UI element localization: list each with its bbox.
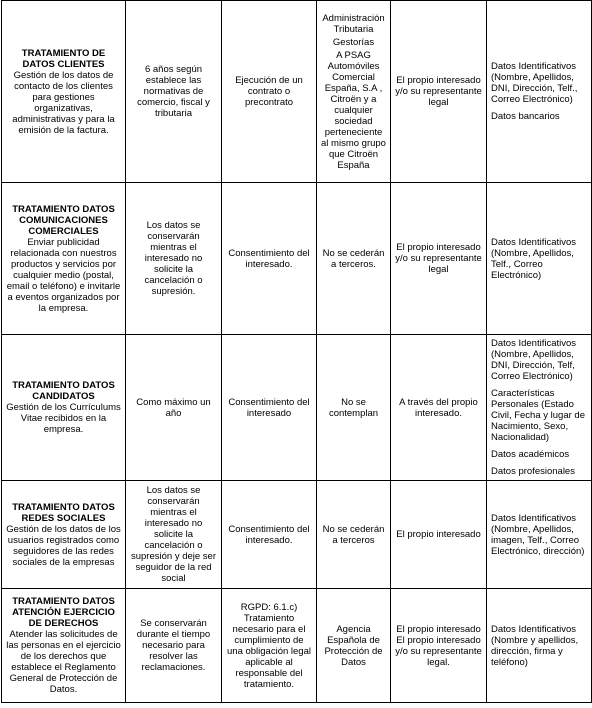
recipient-item: Gestorías [332,36,375,48]
recipients-cell [317,589,391,703]
data-categories-cell [487,589,592,703]
legal-basis-cell: Ejecución de un contrato o precontrato [222,1,317,183]
recipients-cell [317,481,391,589]
treatment-cell [2,589,126,703]
rights-holder-cell: El propio interesado y/o su representante legal [391,1,487,183]
recipient-item: A PSAG Automóviles Comercial España, S.A , Citroën y a cualquier sociedad perteneciente al mismo grupo que Citroën España [321,49,386,171]
data-category-item: Datos Identificativos (Nombre y apellidos, dirección, firma y teléfono) [491,623,579,668]
treatment-description: Gestión de los datos de los usuarios registrados como seguidores de las redes sociales de la empresas [6,523,121,568]
data-category-item: Características Personales (Estado Civil, Fecha y lugar de Nacimiento, Sexo, Nacionalidad) [491,388,585,443]
retention-cell: Los datos se conservarán mientras el interesado no solicite la cancelación o supresión. [126,183,222,335]
retention-cell: Como máximo un año [126,335,222,481]
rights-holder-cell: El propio interesado y/o su representante legal [391,183,487,335]
recipient-item: Agencia Española de Protección de Datos [324,623,383,668]
recipient-item: No se contemplan [328,396,379,419]
data-categories-cell [487,1,592,183]
treatment-title: TRATAMIENTO DATOS ATENCIÓN EJERCICIO DE DERECHOS [12,596,115,629]
data-category-item: Datos Identificativos (Nombre, Apellidos, DNI, Dirección, Telf., Correo Electrónico) [491,61,578,105]
retention-cell: Los datos se conservarán mientras el interesado no solicite la cancelación o supresión y deje ser seguidor de la red social [126,481,222,589]
treatment-cell [2,335,126,481]
treatment-description: Gestión de los Currículums Vitae recibidos en la empresa. [6,402,121,435]
treatment-cell [2,1,126,183]
treatment-description: Atender las solicitudes de las personas en el ejercicio de los derechos que establece el Reglamento General de Protección de Datos. [6,629,121,695]
recipients-cell [317,1,391,183]
recipient-item: Administración Tributaria [322,12,385,35]
data-categories-cell [487,335,592,481]
retention-cell: Se conservarán durante el tiempo necesario para resolver las reclamaciones. [126,589,222,703]
rights-holder-cell: A través del propio interesado. [391,335,487,481]
data-categories-cell [487,183,592,335]
legal-basis-cell: Consentimiento del interesado. [222,481,317,589]
treatment-description: Gestión de los datos de contacto de los clientes para gestiones organizativas, administrativas y para la emisión de la factura. [12,69,115,136]
treatment-title: TRATAMIENTO DE DATOS CLIENTES [21,47,106,70]
rights-holder-cell: El propio interesado El propio interesado y/o su representante legal. [391,589,487,703]
recipients-cell [317,183,391,335]
table-row-comunicaciones [2,183,592,335]
rights-holder-cell: El propio interesado [391,481,487,589]
treatment-cell [2,183,126,335]
recipient-item: No se cederán a terceros. [322,247,385,270]
table-row-candidatos [2,335,592,481]
treatment-cell [2,481,126,589]
data-category-item: Datos académicos [491,449,570,460]
treatment-title: TRATAMIENTO DATOS CANDIDATOS [12,380,115,402]
data-processing-table [1,0,592,703]
data-category-item: Datos bancarios [491,111,560,122]
data-category-item: Datos profesionales [491,466,575,477]
treatment-description: Enviar publicidad relacionada con nuestros productos y servicios por cualquier medio (postal, email o teléfono) e invitarle a eventos organizados por la empresa. [6,236,121,314]
treatment-title: TRATAMIENTO DATOS REDES SOCIALES [12,501,115,524]
data-category-item: Datos Identificativos (Nombre, Apellidos, imagen, Telf., Correo Electrónico, dirección) [491,512,585,557]
data-category-item: Datos Identificativos (Nombre, Apellidos, Telf., Correo Electrónico) [491,236,577,281]
table-row-ejercicio-derechos [2,589,592,703]
data-category-item: Datos Identificativos (Nombre, Apellidos, DNI, Dirección, Telf, Correo Electrónico) [491,338,577,382]
legal-basis-cell: Consentimiento del interesado [222,335,317,481]
data-categories-cell [487,481,592,589]
table-row-clientes [2,1,592,183]
retention-cell: 6 años según establece las normativas de comercio, fiscal y tributaria [126,1,222,183]
treatment-title: TRATAMIENTO DATOS COMUNICACIONES COMERCIALES [12,203,115,237]
table-row-redes-sociales [2,481,592,589]
recipients-cell [317,335,391,481]
recipient-item: No se cederán a terceros [322,523,385,546]
legal-basis-cell: Consentimiento del interesado. [222,183,317,335]
legal-basis-cell: RGPD: 6.1.c) Tratamiento necesario para el cumplimiento de una obligación legal aplicable al responsable del tratamiento. [222,589,317,703]
